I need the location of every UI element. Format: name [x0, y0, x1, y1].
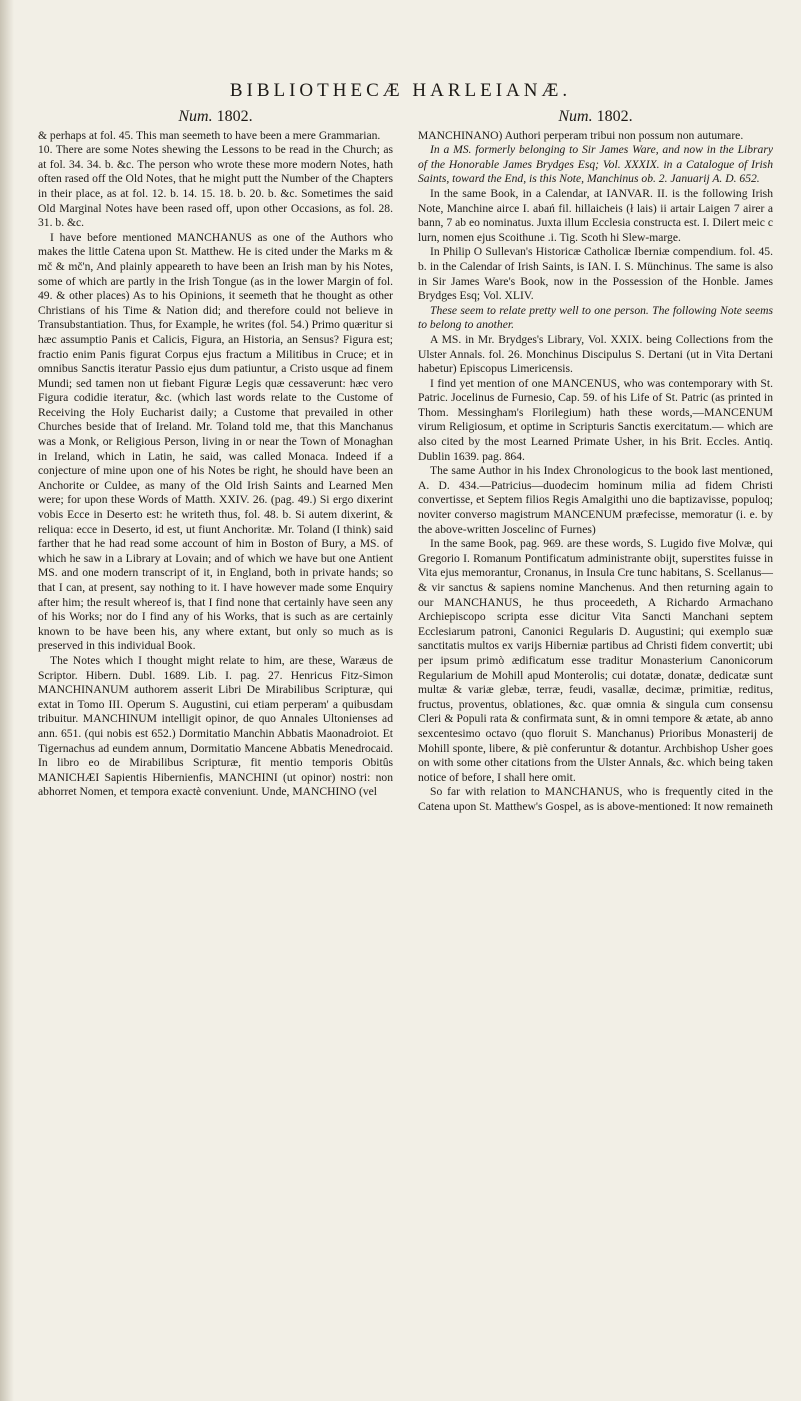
left-paragraph: 10. There are some Notes shewing the Lessons to be read in the Church; as at fol. 34. 34. b. &c. The person who wrote these more modern Notes, hath often rased off the Old Notes, that he might putt the Number of the Chapters in their place, as at fol. 12. b. 14. 15. 18. b. 20. b. &c. Sometimes the said Old Marginal Notes have been rased off, upon other Occasions, as fol. 28. 31. b. &c.	[38, 143, 393, 230]
right-paragraph: In the same Book, in a Calendar, at IANVAR. II. is the following Irish Note, Manchine airce I. abań fil. hillaicheis (ł lais) ii artair Laigen 7 airer a bann, 7 ab eo nominatus. Juxta illum Ecclesia constructa est. I. Dilert meic c lurn, nomen ejus Scoithune .i. Tig. Scoth hi Slew-marge.	[418, 186, 773, 244]
left-paragraph: & perhaps at fol. 45. This man seemeth to have been a mere Grammarian.	[38, 128, 381, 142]
left-paragraph: The Notes which I thought might relate to him, are these, Waræus de Scriptor. Hibern. Dubl. 1689. Lib. I. pag. 27. Henricus Fitz-Simon MANCHINANUM authorem asserit Libri De Mirabilibus Scripturæ, qui extat in Tomo III. Operum S. Augustini, cui etiam perperam' a quibusdam tribuitur. MANCHINUM intelligit opinor, de quo Annales Ultonienses ad ann. 651. (qui nobis est 652.) Dormitatio Manchin Abbatis Maonadroiot. Et Tigernachus ad eundem annum, Dormitatio Mancene Abbatis Menedrocaid. In libro eo de Mirabilibus Scripturæ, fit mentio temporis Obitûs MANICHÆI Sapientis Hibernienfis, MANCHINI (ut opinor) nostri: non abhorret Nomen, et tempora exactè conveniunt. Unde, MANCHINO (vel	[38, 653, 393, 799]
right-paragraph: In the same Book, pag. 969. are these words, S. Lugido five Molvæ, qui Gregorio I. Romanum Pontificatum administrante obijt, superstites fuisse in Vita ejus memorantur, Cronanus, in Insula Cre tunc habitans, S. Scellanus—& vir sanctus & sapiens nomine Manchenus. And then returning again to our MANCHANUS, he thus proceedeth, A Richardo Armachano Archiepiscopo scripta esse dicitur Vita Sancti Manchani septem Ecclesiarum patroni, Canonici Regularis D. Augustini; qui exemplo suæ sanctitatis multos ex varijs Hiberniæ partibus ad Christi fidem convertit; ubi per ipsum primò ædificatum esse traditur Monasterium Canonicorum Regularium de Mohill apud Monterolis; cui dotatæ, donatæ, dedicatæ sunt multæ & variæ glebæ, terræ, feudi, vasallæ, decimæ, primitiæ, reditus, fructus, proventus, oblationes, &c. quæ omnia & singula cum consensu Cleri & Populi rata & confirmata sunt, & in omni tempore & ætate, ab anno sexcentesimo octavo (quo floruit S. Manchanus) Prioribus Monasterij de Mohill sponte, libere, & piè conferuntur & dotantur. Archbishop Usher goes on with some other citations from the Ulster Annals, &c. which being taken notice of before, I shall here omit.	[418, 537, 773, 784]
right-num-value: 1802.	[596, 108, 633, 125]
right-paragraph: In Philip O Sullevan's Historicæ Catholicæ Iberniæ compendium. fol. 45. b. in the Calendar of Irish Saints, is IAN. I. S. Münchinus. The same is also in Sir James Ware's Book, now in the Possession of the Honble. James Brydges Esq; Vol. XLIV.	[418, 245, 773, 303]
right-paragraph: The same Author in his Index Chronologicus to the book last mentioned, A. D. 434.—Patricius—duodecim hominum milia ad fidem Christi convertisse, et Septem filios Regis Amalgithi uno die baptizavisse, populoq; noviter converso magistrum MANCENUM præfecisse, memoratur (i. e. by the above-written Joscelinc of Furnes)	[418, 464, 773, 536]
running-head: BIBLIOTHECÆ HARLEIANÆ.	[229, 80, 572, 101]
page-gutter-shadow	[0, 0, 14, 1401]
right-num-heading	[418, 110, 773, 125]
right-column	[418, 110, 773, 815]
left-num-label: Num.	[178, 108, 213, 125]
right-paragraph: MANCHINANO) Authori perperam tribui non possum non autumare.	[418, 128, 744, 142]
right-paragraph: I find yet mention of one MANCENUS, who was contemporary with St. Patric. Jocelinus de Furnesio, Cap. 59. of his Life of St. Patric (as printed in Thom. Messingham's Florilegium) hath these words,—MANCENUM virum Religiosum, et optime in Scripturis Sanctis exercitatum.— which are also cited by the most Learned Primate Usher, in his Brit. Eccles. Antiq. Dublin 1639. pag. 864.	[418, 376, 773, 463]
right-paragraph: These seem to relate pretty well to one person. The following Note seems to belong to another.	[418, 303, 773, 332]
left-paragraph: I have before mentioned MANCHANUS as one of the Authors who makes the little Catena upon St. Matthew. He is cited under the Marks m & mč & mč'n, And plainly appeareth to have been an Irish man by his Notes, some of which are partly in the Irish Tongue (as in the lower Margin of fol. 49. & other places) As to his Opinions, it seemeth that he thought as other Christians of his Time & Nation did; and therefore could not believe in Transubstantiation. Thus, for Example, he writes (fol. 54.) Primo quæritur si hæc assumptio Panis et Calicis, Figura, an Historia, an Sensus? Figura est; fractio enim Panis figurat Corpus ejus fractum a Militibus in Cruce; et in omnibus Sanctis iteratur Passio ejus dum patiuntur, a Cristo usque ad finem Mundi; sed tamen non ut fiebant Figuræ Legis quæ cessaverunt: hæc vero Figura codidie iteratur, &c. (which last words relate to the Custome of Receiving the Holy Eucharist daily; a Custome that prevailed in other Churches beside that of Ireland. Mr. Toland told me, that this Manchanus was a Monk, or Religious Person, living in or near the Town of Monaghan in Ireland, which in Latin, he said, was called Monaca. Indeed if a conjecture of mine upon one of his Notes be right, he should have been an Anchorite or Culdee, as many of the Old Irish Saints and Learned Men were; for upon these Words of Matth. XXIV. 26. (pag. 49.) Si ergo dixerint vobis Ecce in Deserto est: he writeth thus, fol. 48. b. Si autem dixerint, & reliqua: ecce in Deserto, id est, ut fiunt Anchoritæ. Mr. Toland (I think) said farther that he had read some account of him in Boston of Bury, a MS. of which he saw in a Library at Lovain; and of which we have but one Antient MS. and one modern transcript of it, in England, both in private hands; so that I can, at present, say nothing to it. I have however made some Enquiry after him; the result whereof is, that I find none that certainly have seen any of his Works; nor do I find any of his Works, that is such as are certainly known to be have been his, any where extant, but only so much as is preserved in this individual Book.	[38, 230, 393, 653]
right-paragraph: So far with relation to MANCHANUS, who is frequently cited in the Catena upon St. Matthew's Gospel, as is above-mentioned: It now remaineth	[418, 785, 773, 813]
left-column	[38, 110, 393, 800]
right-paragraph: A MS. in Mr. Brydges's Library, Vol. XXIX. being Collections from the Ulster Annals. fol. 26. Monchinus Discipulus S. Dertani (ut in Vita Dertani habetur) Episcopus Limericensis.	[418, 332, 773, 376]
right-num-label: Num.	[558, 108, 593, 125]
left-num-value: 1802.	[216, 108, 253, 125]
right-paragraph: In a MS. formerly belonging to Sir James Ware, and now in the Library of the Honorable James Brydges Esq; Vol. XXXIX. in a Catalogue of Irish Saints, toward the End, is this Note, Manchinus ob. 2. Januarij A. D. 652.	[418, 143, 773, 186]
left-num-heading	[38, 110, 393, 125]
